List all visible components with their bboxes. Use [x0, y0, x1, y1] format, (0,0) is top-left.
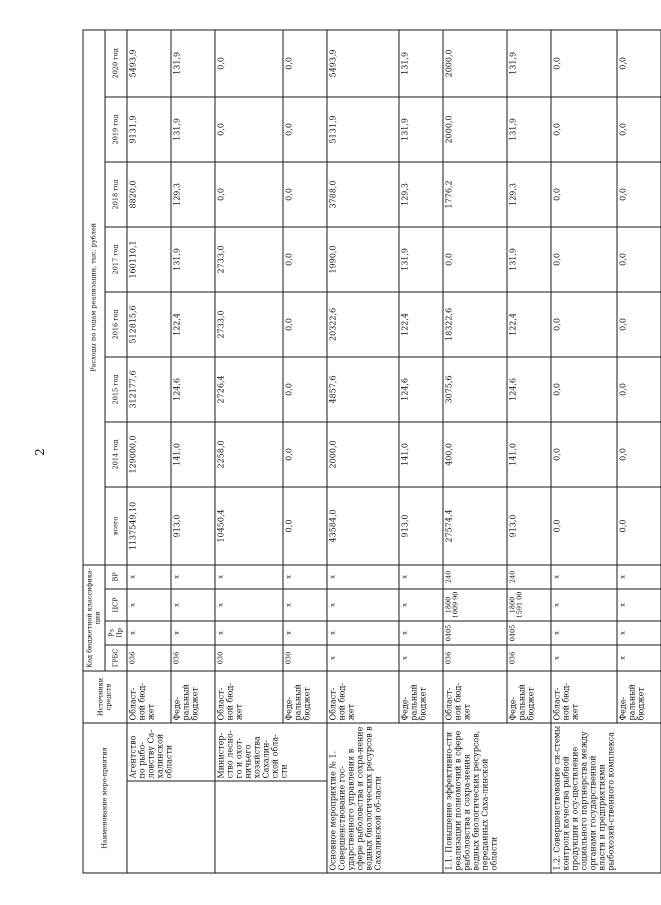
table-row	[327, 29, 399, 872]
budget-table	[82, 29, 661, 873]
code-csr: x	[171, 588, 215, 620]
table-row	[551, 29, 617, 872]
header-vr: ВР	[105, 564, 127, 588]
header-rzpr: Рз Пр	[105, 620, 127, 644]
amount-year: 2000,0	[443, 96, 507, 161]
table-row	[215, 29, 283, 872]
header-csr: ЦСР	[105, 588, 127, 620]
page-number: 2	[33, 448, 47, 456]
measure-title	[215, 781, 327, 873]
code-csr: x	[127, 588, 171, 620]
code-rzpr: x	[551, 620, 617, 644]
amount-year: 0,0	[551, 356, 617, 421]
amount-year: 131,9	[171, 96, 215, 161]
amount-year: 141,0	[171, 421, 215, 486]
measure-title	[127, 781, 215, 873]
amount-year: 0,0	[617, 291, 661, 356]
amount-year: 141,0	[507, 421, 551, 486]
amount-year: 129,3	[171, 161, 215, 226]
amount-year: 1776,2	[443, 161, 507, 226]
amount-year: 122,4	[399, 291, 443, 356]
amount-year: 4857,6	[327, 356, 399, 421]
code-vr: 240	[507, 564, 551, 588]
code-grbs: 036	[127, 644, 171, 670]
amount-year: 131,9	[507, 96, 551, 161]
amount-year: 129,3	[399, 161, 443, 226]
funding-source: Област-ной бюд-жет	[327, 670, 399, 722]
budget-table-container	[82, 30, 645, 873]
code-rzpr: x	[617, 620, 661, 644]
code-grbs: 030	[215, 644, 283, 670]
code-grbs: x	[399, 644, 443, 670]
code-csr: x	[283, 588, 327, 620]
code-rzpr: x	[283, 620, 327, 644]
amount-year: 0,0	[283, 29, 327, 96]
amount-year: 0,0	[215, 161, 283, 226]
code-grbs: x	[617, 644, 661, 670]
code-csr: 1800 1009 90	[443, 588, 507, 620]
code-vr: x	[327, 564, 399, 588]
amount-year: 3075,6	[443, 356, 507, 421]
amount-year: 0,0	[283, 291, 327, 356]
amount-total: 1137549,10	[127, 486, 171, 564]
code-rzpr: x	[171, 620, 215, 644]
code-vr: x	[551, 564, 617, 588]
amount-year: 0,0	[283, 421, 327, 486]
code-grbs: x	[327, 644, 399, 670]
header-year: 2019 год	[105, 96, 127, 161]
header-budget-code: Код бюджетной классифика-ции	[83, 564, 105, 670]
amount-year: 131,9	[399, 29, 443, 96]
amount-total: 913,0	[171, 486, 215, 564]
amount-year: 8820,0	[127, 161, 171, 226]
measure-title: 1.1. Повышение эффективно-сти реализации полномочий в сфере рыболовства и сохра-нения водных биологических ресурсов, переданных Саха-линской области	[443, 722, 551, 872]
amount-year: 0,0	[283, 161, 327, 226]
amount-total: 0,0	[551, 486, 617, 564]
header-name: Наименование меро-приятия	[83, 722, 127, 872]
amount-year: 124,6	[507, 356, 551, 421]
amount-year: 124,6	[399, 356, 443, 421]
table-row	[127, 29, 171, 872]
code-csr: x	[551, 588, 617, 620]
code-vr: x	[617, 564, 661, 588]
amount-year: 400,0	[443, 421, 507, 486]
amount-year: 0,0	[551, 421, 617, 486]
header-year: 2020 год	[105, 29, 127, 96]
header-sources: Источники средств	[83, 670, 127, 722]
amount-year: 131,9	[507, 29, 551, 96]
measure-title: Основное мероприятие № 1. Совершенствование гос-ударственного управления в сфере рыболовства и сохра-нение водных биологических ресурсов в Сахалинской об-ласти	[327, 722, 443, 872]
amount-year: 0,0	[443, 226, 507, 291]
header-year: 2014 год	[105, 421, 127, 486]
code-rzpr: 0405	[443, 620, 507, 644]
amount-total: 913,0	[507, 486, 551, 564]
code-vr: x	[283, 564, 327, 588]
header-year: 2015 год	[105, 356, 127, 421]
amount-year: 0,0	[617, 356, 661, 421]
amount-total: 0,0	[617, 486, 661, 564]
code-grbs: 036	[171, 644, 215, 670]
header-total: всего	[105, 486, 127, 564]
funding-source: Феде-ральный бюджет	[507, 670, 551, 722]
code-vr: x	[399, 564, 443, 588]
header-expenses: Расходы по годам реализации, тыс. рублей	[83, 29, 105, 564]
code-csr: x	[215, 588, 283, 620]
code-csr: x	[617, 588, 661, 620]
amount-year: 131,9	[171, 226, 215, 291]
amount-total: 10450,4	[215, 486, 283, 564]
rotated-table-frame	[82, 30, 645, 873]
amount-year: 1990,0	[327, 226, 399, 291]
code-csr: x	[399, 588, 443, 620]
amount-year: 131,9	[399, 96, 443, 161]
funding-source: Област-ной бюд-жет	[215, 670, 283, 722]
funding-source: Феде-ральный бюджет	[399, 670, 443, 722]
funding-source: Феде-ральный бюджет	[617, 670, 661, 722]
funding-source: Област-ной бюд-жет	[127, 670, 171, 722]
amount-year: 0,0	[283, 226, 327, 291]
amount-year: 129,3	[507, 161, 551, 226]
code-vr: x	[127, 564, 171, 588]
amount-year: 2733,0	[215, 291, 283, 356]
amount-year: 122,4	[507, 291, 551, 356]
amount-year: 0,0	[215, 96, 283, 161]
code-rzpr: 0405	[507, 620, 551, 644]
amount-year: 2000,0	[327, 421, 399, 486]
header-grbs: ГРБС	[105, 644, 127, 670]
amount-year: 129000,0	[127, 421, 171, 486]
amount-year: 0,0	[283, 96, 327, 161]
amount-year: 512815,6	[127, 291, 171, 356]
amount-year: 0,0	[283, 356, 327, 421]
funding-source: Феде-ральный бюджет	[283, 670, 327, 722]
amount-year: 141,0	[399, 421, 443, 486]
code-vr: 240	[443, 564, 507, 588]
amount-total: 27574,4	[443, 486, 507, 564]
amount-year: 124,6	[171, 356, 215, 421]
amount-year: 3788,0	[327, 161, 399, 226]
agency-name: Агентство по рыбо-ловству Са-халинской области	[127, 722, 215, 780]
measure-title: 1.2. Совершенствование си-стемы контроля качества рыбной продукции и осу-ществление социального партнерства между органами государственной власти и предприятиями рыбохозяй-ственного комплекса	[551, 722, 661, 872]
amount-year: 312177,6	[127, 356, 171, 421]
code-grbs: 036	[443, 644, 507, 670]
code-rzpr: x	[215, 620, 283, 644]
agency-name: Министер-ство лесно-го и охот-ничьего хозяйства Сахалин-ской обла-сти	[215, 722, 327, 780]
amount-year: 5131,9	[327, 96, 399, 161]
amount-total: 0,0	[283, 486, 327, 564]
code-vr: x	[215, 564, 283, 588]
amount-year: 0,0	[617, 226, 661, 291]
amount-year: 2733,0	[215, 226, 283, 291]
funding-source: Област-ной бюд-жет	[443, 670, 507, 722]
amount-year: 0,0	[551, 29, 617, 96]
amount-year: 131,9	[507, 226, 551, 291]
header-year: 2017 год	[105, 226, 127, 291]
amount-year: 0,0	[617, 29, 661, 96]
amount-year: 0,0	[215, 29, 283, 96]
code-csr: x	[327, 588, 399, 620]
amount-year: 5493,9	[327, 29, 399, 96]
code-rzpr: x	[127, 620, 171, 644]
amount-year: 20322,6	[327, 291, 399, 356]
code-rzpr: x	[327, 620, 399, 644]
amount-year: 0,0	[617, 161, 661, 226]
amount-year: 131,9	[399, 226, 443, 291]
code-vr: x	[171, 564, 215, 588]
amount-year: 0,0	[617, 96, 661, 161]
header-year: 2018 год	[105, 161, 127, 226]
amount-year: 9131,9	[127, 96, 171, 161]
funding-source: Област-ной бюд-жет	[551, 670, 617, 722]
code-grbs: 030	[283, 644, 327, 670]
amount-year: 0,0	[617, 421, 661, 486]
code-grbs: x	[551, 644, 617, 670]
amount-total: 913,0	[399, 486, 443, 564]
code-rzpr: x	[399, 620, 443, 644]
amount-year: 0,0	[551, 96, 617, 161]
table-body	[127, 29, 661, 872]
amount-year: 2000,0	[443, 29, 507, 96]
amount-year: 0,0	[551, 291, 617, 356]
amount-year: 0,0	[551, 161, 617, 226]
amount-year: 131,9	[171, 29, 215, 96]
amount-year: 0,0	[551, 226, 617, 291]
amount-year: 2726,4	[215, 356, 283, 421]
amount-total: 43584,0	[327, 486, 399, 564]
amount-year: 122,4	[171, 291, 215, 356]
code-csr: 1800 1591 00	[507, 588, 551, 620]
amount-year: 2258,0	[215, 421, 283, 486]
funding-source: Феде-ральный бюджет	[171, 670, 215, 722]
header-year: 2016 год	[105, 291, 127, 356]
table-row	[443, 29, 507, 872]
code-grbs: 036	[507, 644, 551, 670]
amount-year: 18322,6	[443, 291, 507, 356]
amount-year: 160110,1	[127, 226, 171, 291]
amount-year: 5493,9	[127, 29, 171, 96]
